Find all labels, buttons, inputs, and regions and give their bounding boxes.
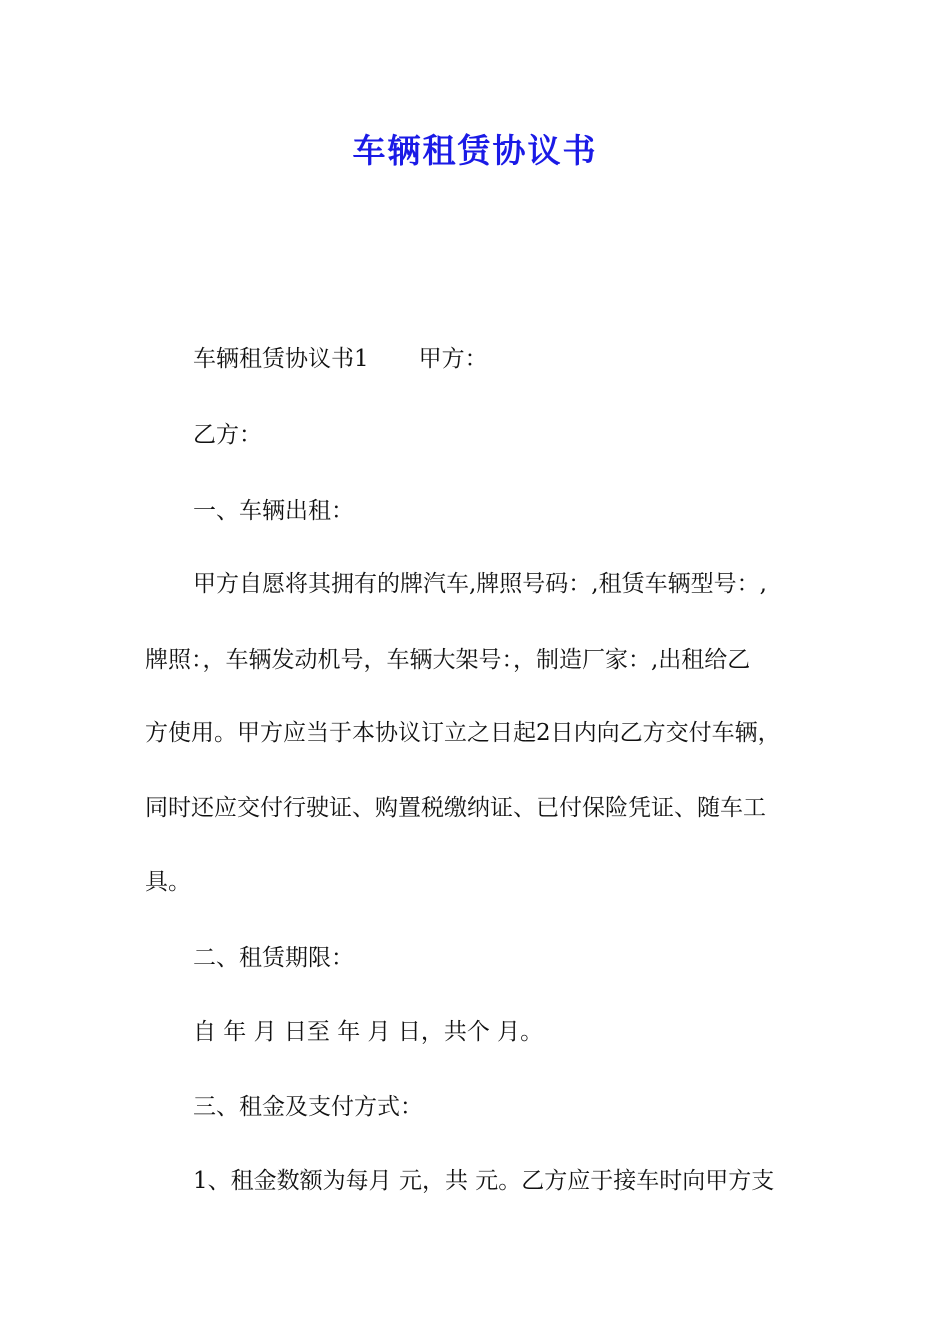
section1-heading: 一、车辆出租： — [193, 498, 354, 524]
section1-body-line: 方使用。甲方应当于本协议订立之日起2日内向乙方交付车辆， — [145, 720, 781, 746]
section1-body-line: 牌照：，车辆发动机号，车辆大架号：，制造厂家：,出租给乙 — [145, 647, 751, 673]
section1-body-line: 具。 — [145, 869, 191, 895]
document-title: 车辆租赁协议书 — [352, 131, 598, 170]
section1-body-line: 甲方自愿将其拥有的牌汽车,牌照号码：,租赁车辆型号：, — [193, 571, 767, 597]
section2-heading: 二、租赁期限： — [193, 945, 354, 971]
section3-heading: 三、租金及支付方式： — [193, 1094, 423, 1120]
section3-item-1: 1、租金数额为每月 元，共 元。乙方应于接车时向甲方支 — [193, 1168, 775, 1194]
section2-body: 自 年 月 日至 年 月 日，共个 月。 — [193, 1019, 544, 1045]
section1-body-line: 同时还应交付行驶证、购置税缴纳证、已付保险凭证、随车工 — [145, 795, 766, 821]
heading-line — [193, 341, 883, 377]
party-b-label: 乙方： — [193, 422, 262, 448]
agreement-label: 车辆租赁协议书1 — [193, 346, 369, 372]
party-a-label: 甲方： — [418, 346, 488, 372]
